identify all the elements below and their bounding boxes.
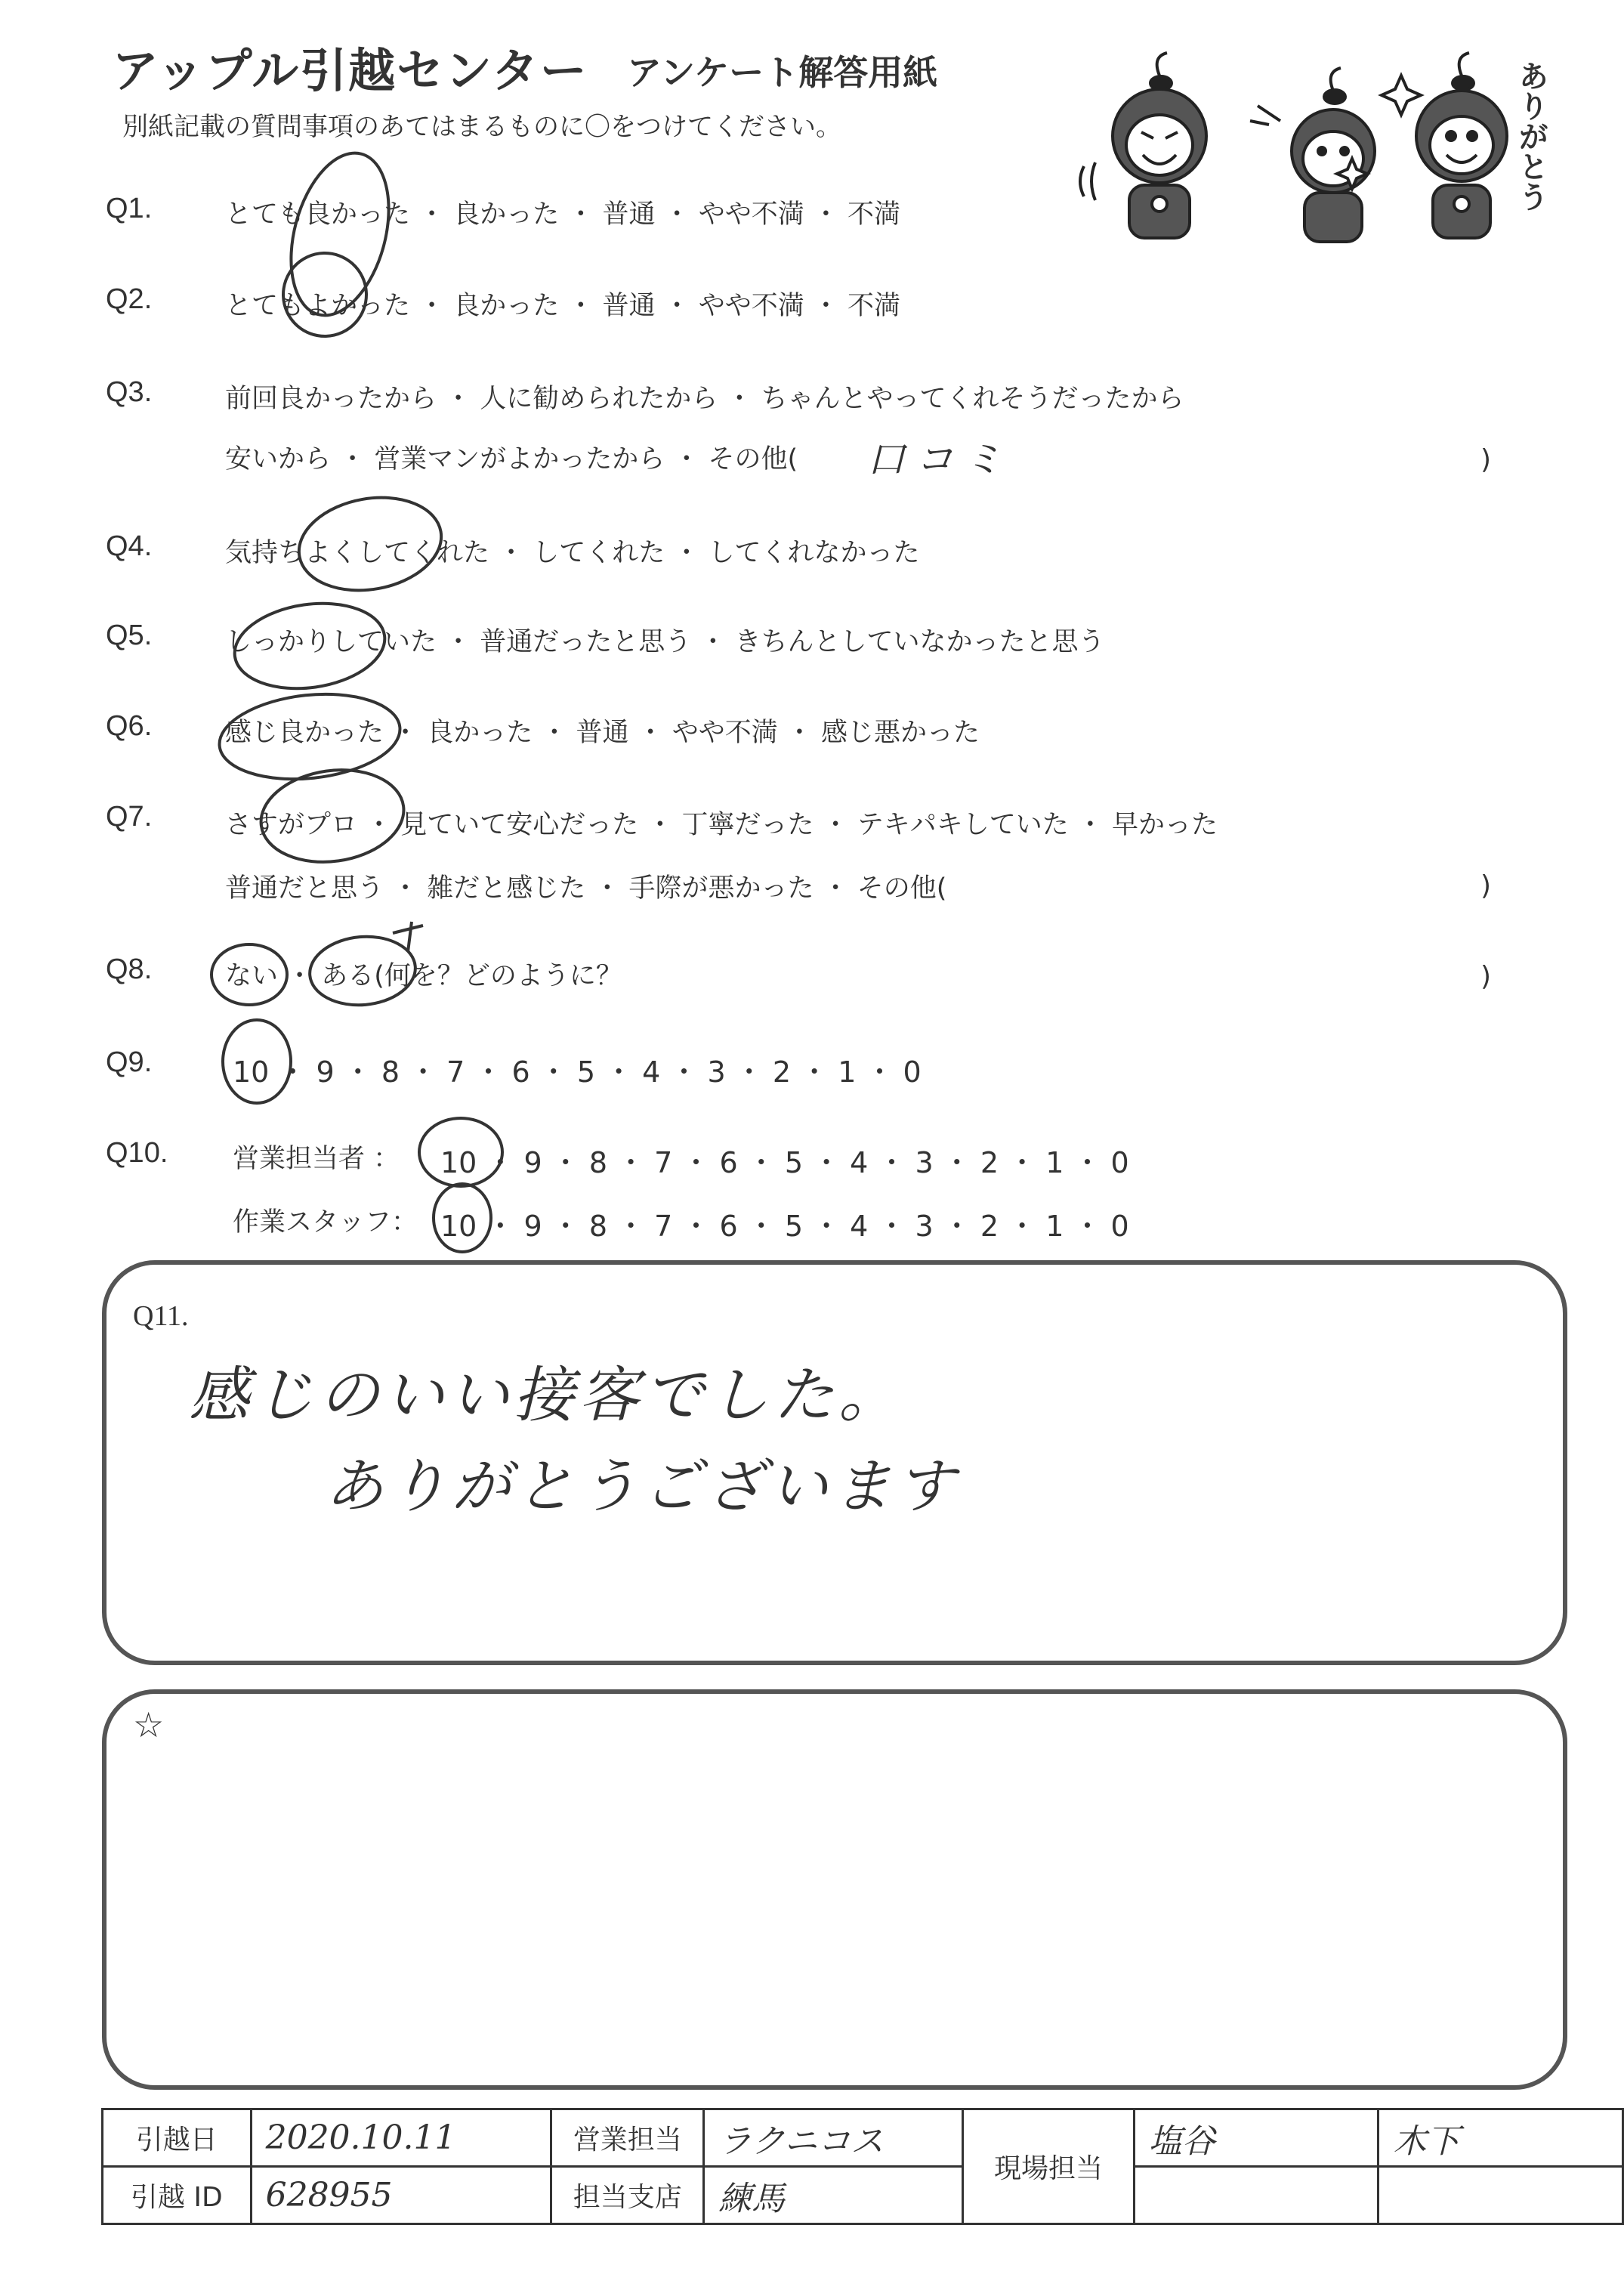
q5-options: しっかりしていた ・ 普通だったと思う ・ きちんとしていなかったと思う — [225, 627, 1105, 657]
q8-options: ない ・ ある(何を？どのように？ — [225, 961, 622, 991]
q3-other-answer: 口コミ — [867, 437, 1012, 481]
q4-label: Q4. — [106, 530, 153, 562]
q11-comment-line1: 感じのいい接客でした。 — [189, 1360, 903, 1430]
footer-info-table — [101, 2108, 1624, 2225]
q1-options: とても良かった ・ 良かった ・ 普通 ・ やや不満 ・ 不満 — [225, 199, 901, 230]
q8-strike-mark — [393, 922, 423, 952]
branch-value: 練馬 — [703, 2167, 962, 2224]
sales-rep-value: ラクニコス — [703, 2109, 962, 2167]
mascot-thanks-text: ありがとう — [1514, 60, 1548, 212]
q1-label: Q1. — [106, 193, 153, 224]
sales-rep-label: 営業担当 — [551, 2109, 704, 2167]
q4-options: 気持ちよくしてくれた ・ してくれた ・ してくれなかった — [225, 538, 920, 568]
q3-options-line2: 安いから ・ 営業マンがよかったから ・ その他( — [225, 444, 798, 474]
q7-label: Q7. — [106, 801, 153, 833]
move-date-value: 2020.10.11 — [251, 2109, 551, 2167]
q11-label: Q11. — [133, 1300, 189, 1332]
q7-close-paren: ) — [1480, 870, 1492, 901]
q9-label: Q9. — [106, 1046, 153, 1078]
site-staff-blank-1 — [1134, 2167, 1379, 2224]
q3-label: Q3. — [106, 376, 153, 408]
site-staff-2: 木下 — [1379, 2109, 1623, 2167]
form-title: アップル引越センター — [112, 43, 588, 98]
q9-scale: 10 ・ 9 ・ 8 ・ 7 ・ 6 ・ 5 ・ 4 ・ 3 ・ 2 ・ 1 ・ 0 — [233, 1055, 922, 1089]
move-id-value: 628955 — [251, 2167, 551, 2224]
move-id-label: 引越 ID — [103, 2167, 252, 2224]
q11-comment-line2: ありがとうございます — [325, 1453, 960, 1521]
q3-options-line1: 前回良かったから ・ 人に勧められたから ・ ちゃんとやってくれそうだったから — [225, 384, 1184, 414]
q10-staff-label: 作業スタッフ： — [233, 1207, 418, 1238]
q5-label: Q5. — [106, 620, 153, 651]
q10-sales-scale: 10 ・ 9 ・ 8 ・ 7 ・ 6 ・ 5 ・ 4 ・ 3 ・ 2 ・ 1 ・ 0 — [440, 1146, 1129, 1179]
mascot-illustration — [1054, 45, 1552, 249]
q10-staff-scale: 10 ・ 9 ・ 8 ・ 7 ・ 6 ・ 5 ・ 4 ・ 3 ・ 2 ・ 1 ・ 0 — [440, 1210, 1129, 1243]
q6-options: 感じ良かった ・ 良かった ・ 普通 ・ やや不満 ・ 感じ悪かった — [225, 718, 980, 748]
q7-options-line1: さすがプロ ・ 見ていて安心だった ・ 丁寧だった ・ テキパキしていた ・ 早かった — [225, 810, 1218, 840]
site-staff-label: 現場担当 — [963, 2109, 1134, 2224]
q8-label: Q8. — [106, 953, 153, 985]
move-date-label: 引越日 — [103, 2109, 252, 2167]
site-staff-blank-2 — [1379, 2167, 1623, 2224]
q2-options: とてもよかった ・ 良かった ・ 普通 ・ やや不満 ・ 不満 — [225, 291, 901, 321]
q10-label: Q10. — [106, 1137, 168, 1169]
star-note-box — [102, 1689, 1567, 2090]
q8-close-paren: ) — [1480, 961, 1492, 992]
instruction-text: 別紙記載の質問事項のあてはまるものに〇をつけてください。 — [122, 112, 841, 142]
site-staff-1: 塩谷 — [1134, 2109, 1379, 2167]
form-subtitle: アンケート解答用紙 — [627, 52, 938, 93]
q6-label: Q6. — [106, 710, 153, 742]
q3-close-paren: ) — [1480, 444, 1492, 475]
branch-label: 担当支店 — [551, 2167, 704, 2224]
q10-sales-label: 営業担当者 ： — [233, 1144, 400, 1174]
q7-options-line2: 普通だと思う ・ 雑だと感じた ・ 手際が悪かった ・ その他( — [225, 873, 947, 904]
star-icon: ☆ — [133, 1706, 165, 1744]
q2-label: Q2. — [106, 283, 153, 315]
